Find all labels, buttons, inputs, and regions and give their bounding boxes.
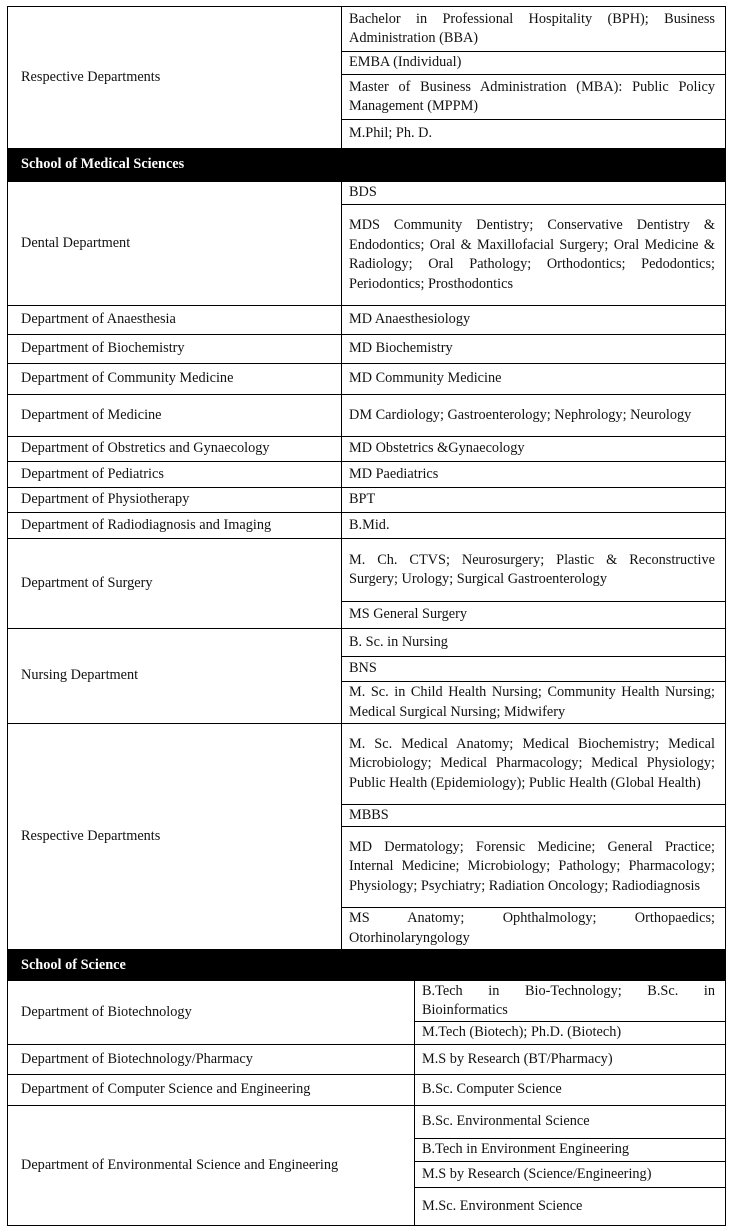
program-cell: M. Ch. CTVS; Neurosurgery; Plastic & Reconstructive Surgery; Urology; Surgical Gastroenterology bbox=[342, 539, 726, 602]
table-row bbox=[8, 335, 726, 364]
table-row bbox=[8, 629, 726, 657]
table-row bbox=[8, 724, 726, 805]
program-cell: M.Phil; Ph. D. bbox=[342, 120, 726, 149]
program-cell: MD Biochemistry bbox=[342, 335, 726, 364]
table-row bbox=[8, 1045, 726, 1075]
department-cell: Department of Physiotherapy bbox=[8, 488, 342, 513]
section-header-row bbox=[8, 149, 726, 182]
table-row bbox=[8, 513, 726, 539]
department-cell: Department of Radiodiagnosis and Imaging bbox=[8, 513, 342, 539]
program-cell: BNS bbox=[342, 657, 726, 682]
program-cell: M. Sc. in Child Health Nursing; Community Health Nursing; Medical Surgical Nursing; Midwifery bbox=[342, 682, 726, 724]
program-cell: MD Paediatrics bbox=[342, 462, 726, 488]
medical-sciences-section bbox=[8, 149, 726, 950]
department-cell: Respective Departments bbox=[8, 7, 342, 149]
science-programs-table bbox=[7, 950, 726, 1226]
program-cell: MBBS bbox=[342, 805, 726, 827]
program-cell: M.Sc. Environment Science bbox=[415, 1188, 726, 1226]
department-cell: Department of Biochemistry bbox=[8, 335, 342, 364]
program-cell: BPT bbox=[342, 488, 726, 513]
program-cell: MD Obstetrics &Gynaecology bbox=[342, 437, 726, 462]
program-cell: M.S by Research (Science/Engineering) bbox=[415, 1162, 726, 1188]
table-row bbox=[8, 395, 726, 437]
program-cell: M. Sc. Medical Anatomy; Medical Biochemistry; Medical Microbiology; Medical Pharmacology; Medical Physiology; Public Health (Epidemiology); Public Health (Global Health) bbox=[342, 724, 726, 805]
table-row bbox=[8, 1106, 726, 1139]
department-cell: Department of Obstretics and Gynaecology bbox=[8, 437, 342, 462]
table-row bbox=[8, 306, 726, 335]
table-row bbox=[8, 7, 726, 52]
department-cell: Department of Medicine bbox=[8, 395, 342, 437]
table-row bbox=[8, 1075, 726, 1106]
program-cell: MS General Surgery bbox=[342, 602, 726, 629]
department-cell: Department of Anaesthesia bbox=[8, 306, 342, 335]
program-cell: B. Sc. in Nursing bbox=[342, 629, 726, 657]
department-cell: Respective Departments bbox=[8, 724, 342, 950]
department-cell: Department of Biotechnology/Pharmacy bbox=[8, 1045, 415, 1075]
department-cell: Department of Computer Science and Engineering bbox=[8, 1075, 415, 1106]
program-cell: B.Tech in Bio-Technology; B.Sc. in Bioinformatics bbox=[415, 981, 726, 1022]
table-row bbox=[8, 364, 726, 395]
department-cell: Department of Biotechnology bbox=[8, 981, 415, 1045]
table-row bbox=[8, 182, 726, 205]
program-cell: BDS bbox=[342, 182, 726, 205]
program-cell: DM Cardiology; Gastroenterology; Nephrology; Neurology bbox=[342, 395, 726, 437]
section-header: School of Science bbox=[8, 951, 726, 981]
department-cell: Nursing Department bbox=[8, 629, 342, 724]
section-header: School of Medical Sciences bbox=[8, 149, 726, 182]
program-cell: MD Community Medicine bbox=[342, 364, 726, 395]
department-cell: Dental Department bbox=[8, 182, 342, 306]
department-cell: Department of Environmental Science and Engineering bbox=[8, 1106, 415, 1226]
business-section bbox=[8, 7, 726, 149]
program-cell: M.S by Research (BT/Pharmacy) bbox=[415, 1045, 726, 1075]
program-cell: Bachelor in Professional Hospitality (BPH); Business Administration (BBA) bbox=[342, 7, 726, 52]
department-cell: Department of Surgery bbox=[8, 539, 342, 629]
program-cell: B.Mid. bbox=[342, 513, 726, 539]
table-row bbox=[8, 437, 726, 462]
program-cell: MS Anatomy; Ophthalmology; Orthopaedics; Otorhinolaryngology bbox=[342, 908, 726, 950]
department-cell: Department of Community Medicine bbox=[8, 364, 342, 395]
program-cell: M.Tech (Biotech); Ph.D. (Biotech) bbox=[415, 1022, 726, 1045]
programs-table bbox=[7, 6, 726, 950]
table-row bbox=[8, 539, 726, 602]
science-section bbox=[8, 951, 726, 1226]
table-row bbox=[8, 462, 726, 488]
section-header-row bbox=[8, 951, 726, 981]
program-cell: B.Tech in Environment Engineering bbox=[415, 1139, 726, 1162]
program-cell: B.Sc. Environmental Science bbox=[415, 1106, 726, 1139]
program-cell: EMBA (Individual) bbox=[342, 52, 726, 75]
table-row bbox=[8, 981, 726, 1022]
department-cell: Department of Pediatrics bbox=[8, 462, 342, 488]
program-cell: B.Sc. Computer Science bbox=[415, 1075, 726, 1106]
program-cell: MDS Community Dentistry; Conservative Dentistry & Endodontics; Oral & Maxillofacial Surgery; Oral Medicine & Radiology; Oral Pathology; Orthodontics; Pedodontics; Periodontics; Prosthodontics bbox=[342, 205, 726, 306]
program-listing-page bbox=[7, 6, 725, 1226]
program-cell: Master of Business Administration (MBA): Public Policy Management (MPPM) bbox=[342, 75, 726, 120]
program-cell: MD Anaesthesiology bbox=[342, 306, 726, 335]
table-row bbox=[8, 488, 726, 513]
program-cell: MD Dermatology; Forensic Medicine; General Practice; Internal Medicine; Microbiology; Pathology; Pharmacology; Physiology; Psychiatry; Radiation Oncology; Radiodiagnosis bbox=[342, 827, 726, 908]
